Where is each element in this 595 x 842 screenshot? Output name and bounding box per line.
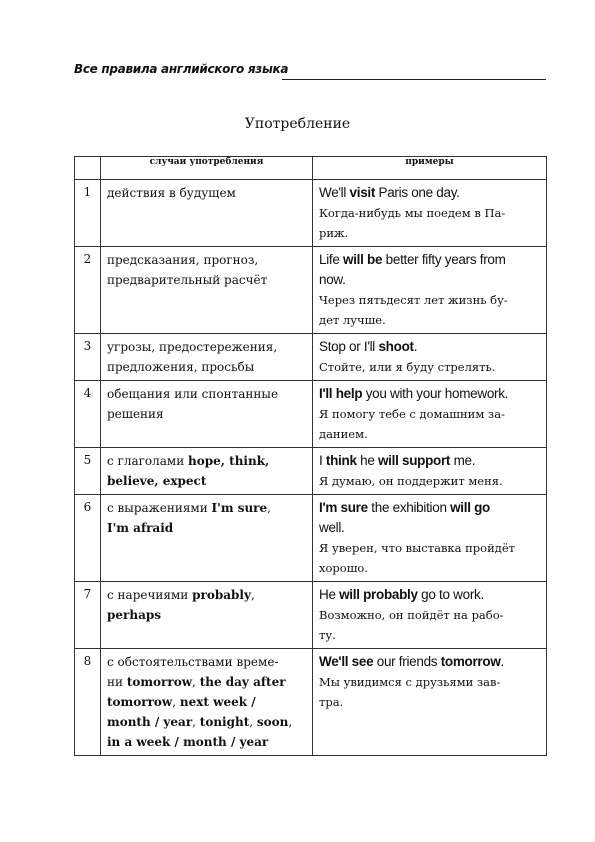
table-row [75, 334, 547, 381]
example-russian: Стойте, или я буду стрелять. [319, 360, 496, 374]
row-number: 1 [75, 180, 101, 247]
example-english: I'll help you with your homework. [319, 386, 509, 401]
table-row [75, 247, 547, 334]
usage-case-bold: probably [192, 588, 251, 602]
usage-case-bold: tomorrow [126, 675, 193, 689]
table-row [75, 495, 547, 582]
example-english-bold: will be [343, 252, 383, 267]
example-cell [313, 381, 547, 448]
example-english: We'll visit Paris one day. [319, 185, 460, 200]
example-english: We'll see our friends tomorrow. [319, 654, 504, 669]
row-number: 4 [75, 381, 101, 448]
usage-case: с выражениями I'm sure, I'm afraid [101, 495, 313, 582]
usage-case-bold: next week / month / year [107, 695, 256, 729]
example-english: He will probably go to work. [319, 587, 484, 602]
table-row [75, 180, 547, 247]
usage-case: с наречиями probably, perhaps [101, 582, 313, 649]
usage-case-bold: hope, think, believe, expect [107, 454, 270, 488]
header-rule [282, 79, 546, 80]
usage-table [74, 156, 547, 756]
example-cell [313, 448, 547, 495]
running-header: Все правила английского языка [74, 62, 289, 76]
example-english-bold: will probably [339, 587, 418, 602]
example-english-bold: will go [450, 500, 491, 515]
usage-case: с обстоятельствами време- ни tomorrow, the day after tomorrow, next week / month / year, tonight, soon, in a week / month / year [101, 649, 313, 756]
example-english-bold: tomorrow [440, 654, 501, 669]
example-english-bold: think [325, 453, 357, 468]
usage-case-bold: in a week / month / year [107, 735, 269, 749]
example-english: I'm sure the exhibition will go well. [319, 500, 491, 535]
example-russian: Когда-нибудь мы поедем в Па- риж. [319, 206, 506, 240]
example-english-bold: visit [349, 185, 376, 200]
example-english-bold: I'm sure [319, 500, 368, 515]
usage-case: предсказания, прогноз, предварительный расчёт [101, 247, 313, 334]
row-number: 8 [75, 649, 101, 756]
example-cell [313, 180, 547, 247]
example-english: Stop or I'll shoot. [319, 339, 418, 354]
example-cell [313, 582, 547, 649]
example-russian: Я помогу тебе с домашним за- данием. [319, 407, 505, 441]
example-english: Life will be better fifty years from now. [319, 252, 506, 287]
example-cell [313, 649, 547, 756]
usage-case: обещания или спонтанные решения [101, 381, 313, 448]
table-row [75, 649, 547, 756]
row-number: 5 [75, 448, 101, 495]
header-number [75, 157, 101, 180]
example-russian: Мы увидимся с друзьями зав- тра. [319, 675, 501, 709]
usage-case: угрозы, предостережения, предложения, просьбы [101, 334, 313, 381]
header-usage-cases: случаи употребления [101, 157, 313, 180]
usage-case-bold: perhaps [107, 608, 161, 622]
example-english-bold: will support [377, 453, 451, 468]
section-title: Употребление [244, 116, 351, 132]
row-number: 3 [75, 334, 101, 381]
row-number: 6 [75, 495, 101, 582]
example-russian: Я уверен, что выставка пройдёт хорошо. [319, 541, 515, 575]
example-cell [313, 495, 547, 582]
example-english-bold: shoot [378, 339, 414, 354]
table-row [75, 582, 547, 649]
usage-case-bold: I'm afraid [107, 521, 174, 535]
usage-case-bold: I'm sure [211, 501, 268, 515]
usage-case-bold: soon [256, 715, 289, 729]
example-english-bold: I'll help [319, 386, 363, 401]
example-russian: Я думаю, он поддержит меня. [319, 474, 503, 488]
example-english-bold: We'll see [319, 654, 374, 669]
usage-case: действия в будущем [101, 180, 313, 247]
example-russian: Через пятьдесят лет жизнь бу- дет лучше. [319, 293, 508, 327]
header-examples: примеры [313, 157, 547, 180]
table-row [75, 448, 547, 495]
usage-case-bold: tonight [199, 715, 250, 729]
example-cell [313, 247, 547, 334]
example-english: I think he will support me. [319, 453, 476, 468]
example-russian: Возможно, он пойдёт на рабо- ту. [319, 608, 504, 642]
table-header-row [75, 157, 547, 180]
usage-case: с глаголами hope, think, believe, expect [101, 448, 313, 495]
usage-case-bold: the day after tomorrow [107, 675, 286, 709]
example-cell [313, 334, 547, 381]
row-number: 7 [75, 582, 101, 649]
row-number: 2 [75, 247, 101, 334]
table-row [75, 381, 547, 448]
